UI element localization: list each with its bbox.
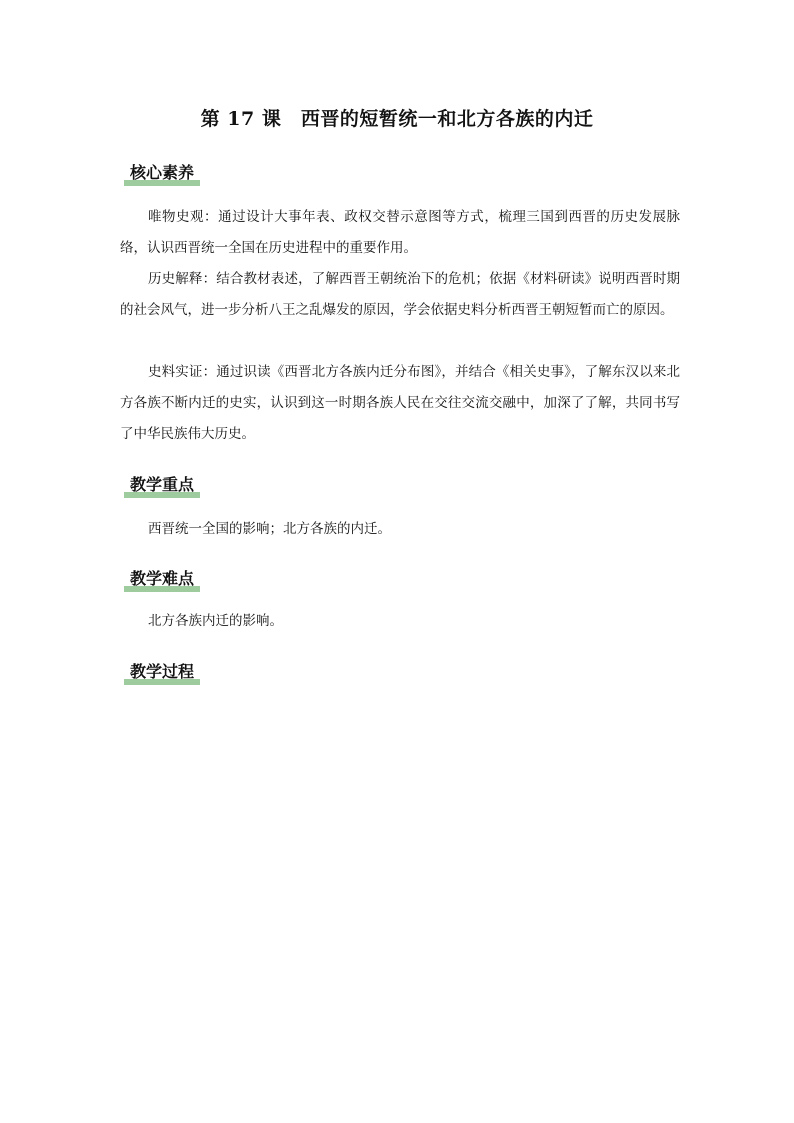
section-heading-process bbox=[124, 660, 200, 686]
paragraph-difficulties: 北方各族内迁的影响。 bbox=[148, 613, 283, 629]
section-heading-key-points bbox=[124, 473, 200, 499]
section-heading-core-literacy bbox=[124, 161, 200, 187]
paragraph-evidence: 史料实证：通过识读《西晋北方各族内迁分布图》，并结合《相关史事》，了解东汉以来北方各族不断内迁的史实，认识到这一时期各族人民在交往交流交融中，加深了了解，共同书写了中华民族伟大历史。 bbox=[120, 364, 680, 442]
section-heading-text: 教学过程 bbox=[130, 662, 195, 681]
section-heading-difficulties bbox=[124, 567, 200, 593]
section-heading-text: 教学重点 bbox=[130, 475, 195, 494]
paragraph-materialism: 唯物史观：通过设计大事年表、政权交替示意图等方式，梳理三国到西晋的历史发展脉络，认识西晋统一全国在历史进程中的重要作用。 bbox=[120, 209, 680, 256]
paragraph-historical-interpretation: 历史解释：结合教材表述，了解西晋王朝统治下的危机；依据《材料研读》说明西晋时期的社会风气，进一步分析八王之乱爆发的原因，学会依据史料分析西晋王朝短暂而亡的原因。 bbox=[120, 271, 680, 318]
paragraph-key-points: 西晋统一全国的影响；北方各族的内迁。 bbox=[148, 521, 391, 537]
lesson-title: 第 17 课 西晋的短暂统一和北方各族的内迁 bbox=[200, 108, 594, 130]
section-heading-text: 教学难点 bbox=[130, 569, 195, 588]
section-heading-text: 核心素养 bbox=[130, 163, 195, 182]
